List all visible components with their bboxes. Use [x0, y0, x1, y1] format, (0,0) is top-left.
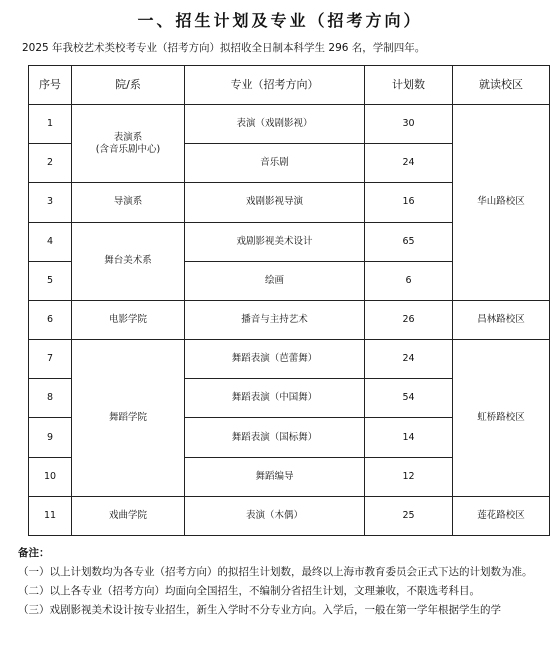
row-major: 播音与主持艺术 — [185, 300, 365, 339]
row-plan: 14 — [365, 418, 453, 457]
table-row — [29, 300, 550, 339]
row-plan: 24 — [365, 144, 453, 183]
row-no: 10 — [29, 457, 72, 496]
note-item: （三）戏剧影视美术设计按专业招生，新生入学时不分专业方向。入学后，一般在第一学年根据学生的学 — [18, 604, 501, 616]
row-plan: 54 — [365, 379, 453, 418]
row-campus: 华山路校区 — [453, 105, 550, 301]
row-dept: 戏曲学院 — [72, 496, 185, 535]
row-major: 戏剧影视导演 — [185, 183, 365, 222]
row-plan: 30 — [365, 105, 453, 144]
row-no: 6 — [29, 300, 72, 339]
row-dept: 导演系 — [72, 183, 185, 222]
row-campus: 莲花路校区 — [453, 496, 550, 535]
row-no: 1 — [29, 105, 72, 144]
row-no: 11 — [29, 496, 72, 535]
table-header-row — [29, 66, 550, 105]
intro-text: 2025 年我校艺术类校考专业（招考方向）拟招收全日制本科学生 296 名，学制四年。 — [22, 42, 426, 54]
table-row — [29, 340, 550, 379]
row-major: 音乐剧 — [185, 144, 365, 183]
header-major: 专业（招考方向） — [185, 66, 365, 105]
row-major: 舞蹈表演（国标舞） — [185, 418, 365, 457]
row-dept: 舞蹈学院 — [72, 340, 185, 497]
row-no: 7 — [29, 340, 72, 379]
row-major: 绘画 — [185, 261, 365, 300]
row-plan: 25 — [365, 496, 453, 535]
enrollment-plan-table — [28, 65, 550, 536]
page-title: 一、招生计划及专业（招考方向） — [137, 11, 423, 30]
notes-section — [18, 545, 558, 621]
row-dept: 电影学院 — [72, 300, 185, 339]
notes-title: 备注： — [18, 547, 50, 559]
row-no: 4 — [29, 222, 72, 261]
header-dept: 院/系 — [72, 66, 185, 105]
row-major: 表演（木偶） — [185, 496, 365, 535]
header-plan: 计划数 — [365, 66, 453, 105]
note-item: （一）以上计划数均为各专业（招考方向）的拟招生计划数，最终以上海市教育委员会正式下达的计划数为准。 — [18, 566, 533, 578]
row-major: 舞蹈表演（芭蕾舞） — [185, 340, 365, 379]
row-plan: 65 — [365, 222, 453, 261]
row-campus: 虹桥路校区 — [453, 340, 550, 497]
row-plan: 12 — [365, 457, 453, 496]
header-no: 序号 — [29, 66, 72, 105]
row-plan: 16 — [365, 183, 453, 222]
row-dept: 舞台美术系 — [72, 222, 185, 300]
row-major: 表演（戏剧影视） — [185, 105, 365, 144]
row-no: 2 — [29, 144, 72, 183]
row-dept: 表演系 (含音乐剧中心) — [72, 105, 185, 183]
note-item: （二）以上各专业（招考方向）均面向全国招生，不编制分省招生计划，文理兼收，不限选考科目。 — [18, 585, 480, 597]
row-no: 5 — [29, 261, 72, 300]
table-row — [29, 496, 550, 535]
row-plan: 6 — [365, 261, 453, 300]
header-campus: 就读校区 — [453, 66, 550, 105]
row-no: 8 — [29, 379, 72, 418]
row-campus: 昌林路校区 — [453, 300, 550, 339]
row-major: 舞蹈编导 — [185, 457, 365, 496]
row-major: 舞蹈表演（中国舞） — [185, 379, 365, 418]
row-no: 3 — [29, 183, 72, 222]
table-row — [29, 105, 550, 144]
row-no: 9 — [29, 418, 72, 457]
row-plan: 26 — [365, 300, 453, 339]
row-major: 戏剧影视美术设计 — [185, 222, 365, 261]
row-plan: 24 — [365, 340, 453, 379]
